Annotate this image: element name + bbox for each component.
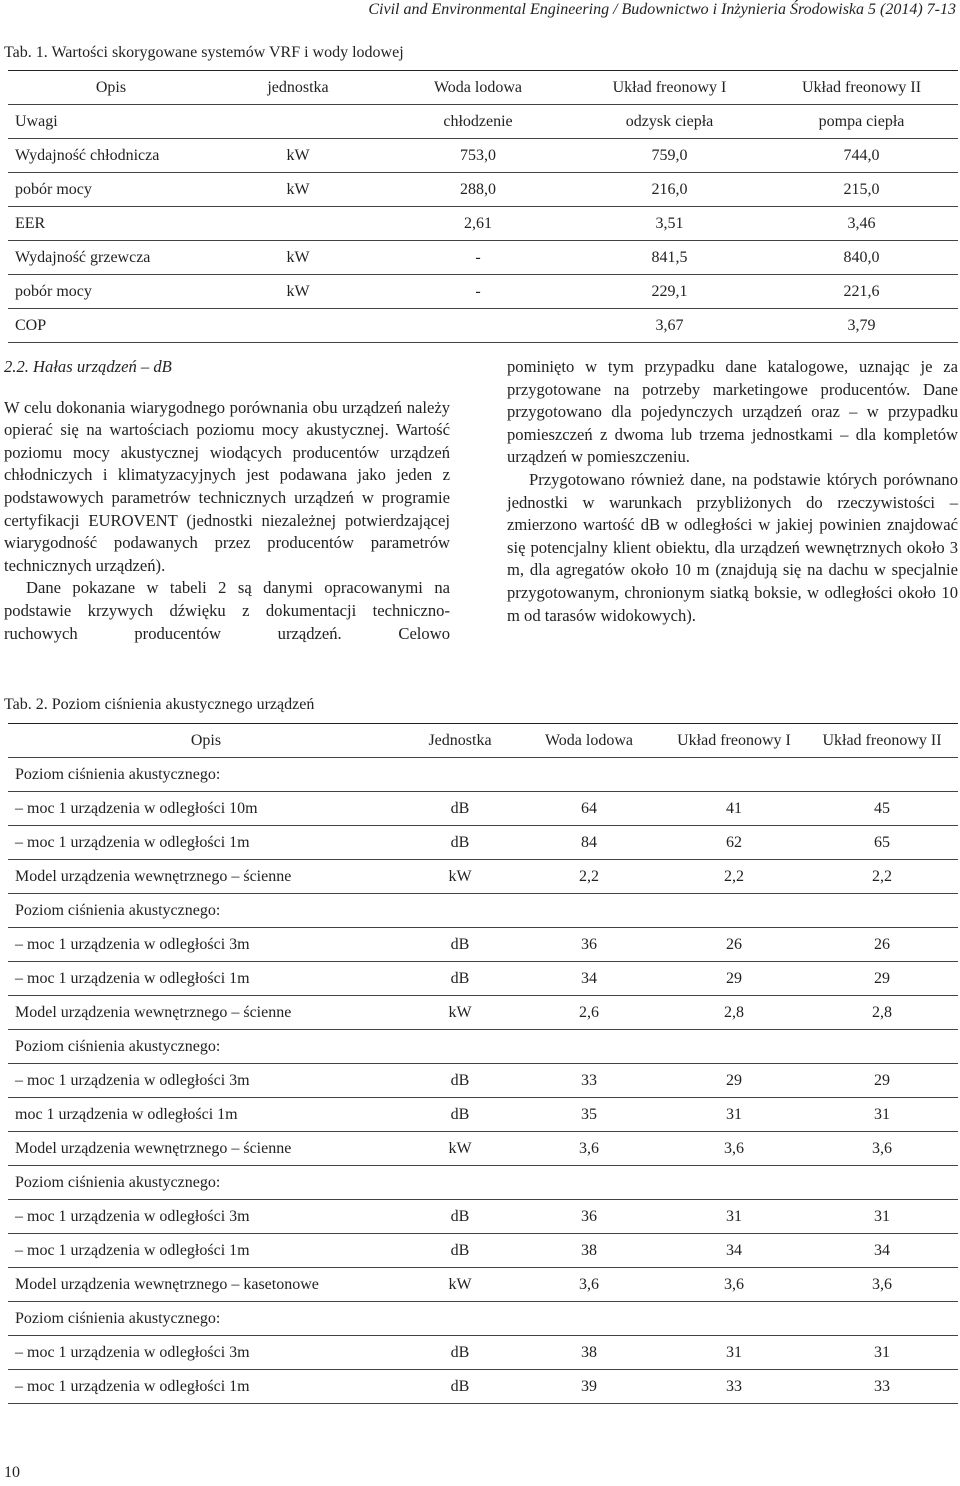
table-row bbox=[8, 1098, 958, 1132]
table-cell bbox=[516, 758, 662, 792]
table-row bbox=[8, 105, 958, 139]
table-cell bbox=[806, 1166, 958, 1200]
paragraph: W celu dokonania wiarygodnego porównania obu urządzeń należy opierać się na wartościach poziomu mocy akustycznej. Wartość poziomu mocy akustycznej wiodących producentów urządzeń chłodniczych i klimatyzacyjnych jest podawana jako jeden z podstawowych parametrów technicznych urządzeń w programie certyfikacji EUROVENT (jednostki niezależnej potwierdzającej wiarygodność podawanych przez producentów parametrów technicznych urządzeń). bbox=[4, 397, 450, 575]
row-label: pobór mocy bbox=[8, 173, 214, 207]
row-label: COP bbox=[8, 309, 214, 343]
table-cell: 288,0 bbox=[382, 173, 574, 207]
table1-header-uklad-freonowy-i: Układ freonowy I bbox=[574, 71, 765, 105]
table-cell: 84 bbox=[516, 826, 662, 860]
table-cell: 3,6 bbox=[662, 1268, 806, 1302]
table-row bbox=[8, 1302, 958, 1336]
table2-header-woda-lodowa: Woda lodowa bbox=[516, 724, 662, 758]
table-cell: 841,5 bbox=[574, 241, 765, 275]
table-row bbox=[8, 792, 958, 826]
table-cell bbox=[516, 1166, 662, 1200]
table-row bbox=[8, 1268, 958, 1302]
table-row bbox=[8, 996, 958, 1030]
table-cell: 36 bbox=[516, 928, 662, 962]
table-cell: 64 bbox=[516, 792, 662, 826]
table-cell bbox=[806, 758, 958, 792]
table-cell: dB bbox=[404, 1336, 516, 1370]
row-label: – moc 1 urządzenia w odległości 10m bbox=[8, 792, 404, 826]
row-label: Uwagi bbox=[8, 105, 214, 139]
table-cell: 31 bbox=[662, 1200, 806, 1234]
table-cell: chłodzenie bbox=[382, 105, 574, 139]
table-cell: 29 bbox=[806, 962, 958, 996]
table-row bbox=[8, 1166, 958, 1200]
table-cell: 62 bbox=[662, 826, 806, 860]
table-cell: 34 bbox=[516, 962, 662, 996]
table-cell: dB bbox=[404, 1098, 516, 1132]
right-column bbox=[507, 356, 958, 627]
table-cell bbox=[404, 1302, 516, 1336]
table-cell bbox=[516, 1302, 662, 1336]
table1-caption: Tab. 1. Wartości skorygowane systemów VRF i wody lodowej bbox=[4, 44, 404, 61]
table-cell bbox=[662, 1166, 806, 1200]
row-label: Model urządzenia wewnętrznego – ścienne bbox=[8, 860, 404, 894]
table-cell: 31 bbox=[806, 1200, 958, 1234]
table-cell: 26 bbox=[662, 928, 806, 962]
table-row bbox=[8, 1200, 958, 1234]
row-label: – moc 1 urządzenia w odległości 1m bbox=[8, 962, 404, 996]
table-cell: 29 bbox=[662, 1064, 806, 1098]
row-label: Model urządzenia wewnętrznego – ścienne bbox=[8, 996, 404, 1030]
table-cell: 3,79 bbox=[765, 309, 958, 343]
table-cell bbox=[806, 1030, 958, 1064]
table-cell: dB bbox=[404, 1370, 516, 1404]
table-cell: 3,51 bbox=[574, 207, 765, 241]
table-cell bbox=[662, 1030, 806, 1064]
table-cell bbox=[662, 758, 806, 792]
table-cell bbox=[404, 894, 516, 928]
table-cell bbox=[404, 758, 516, 792]
table-cell: 38 bbox=[516, 1234, 662, 1268]
row-label: – moc 1 urządzenia w odległości 3m bbox=[8, 1336, 404, 1370]
table-cell: kW bbox=[404, 1268, 516, 1302]
table-cell bbox=[404, 1030, 516, 1064]
table-cell: 36 bbox=[516, 1200, 662, 1234]
table-row bbox=[8, 826, 958, 860]
running-header: Civil and Environmental Engineering / Budownictwo i Inżynieria Środowiska 5 (2014) 7-13 bbox=[368, 1, 956, 18]
row-label: pobór mocy bbox=[8, 275, 214, 309]
table-cell: 41 bbox=[662, 792, 806, 826]
table-cell: 29 bbox=[806, 1064, 958, 1098]
row-label: – moc 1 urządzenia w odległości 1m bbox=[8, 1234, 404, 1268]
table-cell: dB bbox=[404, 826, 516, 860]
row-label: – moc 1 urządzenia w odległości 3m bbox=[8, 928, 404, 962]
table-cell: 3,6 bbox=[662, 1132, 806, 1166]
table-cell: kW bbox=[214, 241, 382, 275]
table-row bbox=[8, 1336, 958, 1370]
table-cell bbox=[214, 309, 382, 343]
table-row bbox=[8, 139, 958, 173]
table-row bbox=[8, 860, 958, 894]
table-cell: 2,2 bbox=[662, 860, 806, 894]
table-cell: 215,0 bbox=[765, 173, 958, 207]
table-cell bbox=[516, 894, 662, 928]
table-cell: 2,2 bbox=[516, 860, 662, 894]
table2-caption: Tab. 2. Poziom ciśnienia akustycznego urządzeń bbox=[4, 696, 315, 713]
row-label: moc 1 urządzenia w odległości 1m bbox=[8, 1098, 404, 1132]
table-cell: 35 bbox=[516, 1098, 662, 1132]
table-cell: - bbox=[382, 241, 574, 275]
table-cell: 840,0 bbox=[765, 241, 958, 275]
table-cell bbox=[516, 1030, 662, 1064]
row-label: Model urządzenia wewnętrznego – ścienne bbox=[8, 1132, 404, 1166]
left-column bbox=[4, 356, 450, 645]
table-row bbox=[8, 928, 958, 962]
table-cell: 3,67 bbox=[574, 309, 765, 343]
table-cell: kW bbox=[404, 996, 516, 1030]
table-cell: odzysk ciepła bbox=[574, 105, 765, 139]
table-row bbox=[8, 173, 958, 207]
row-label: Poziom ciśnienia akustycznego: bbox=[8, 1302, 404, 1336]
table-cell: 39 bbox=[516, 1370, 662, 1404]
table1-header-opis: Opis bbox=[8, 71, 214, 105]
table-cell: - bbox=[382, 275, 574, 309]
table-cell: dB bbox=[404, 928, 516, 962]
table-cell: 216,0 bbox=[574, 173, 765, 207]
table2-header-uklad-freonowy-ii: Układ freonowy II bbox=[806, 724, 958, 758]
table-cell: 34 bbox=[806, 1234, 958, 1268]
table2 bbox=[8, 723, 958, 1404]
table-cell: 29 bbox=[662, 962, 806, 996]
table-cell bbox=[214, 207, 382, 241]
row-label: – moc 1 urządzenia w odległości 3m bbox=[8, 1200, 404, 1234]
table-cell: 753,0 bbox=[382, 139, 574, 173]
table-cell: kW bbox=[214, 275, 382, 309]
table-cell: dB bbox=[404, 1234, 516, 1268]
table-row bbox=[8, 275, 958, 309]
table-cell: 744,0 bbox=[765, 139, 958, 173]
table-cell: 2,6 bbox=[516, 996, 662, 1030]
section-title: 2.2. Hałas urządzeń – dB bbox=[4, 357, 172, 376]
table-cell bbox=[662, 1302, 806, 1336]
table-cell bbox=[806, 1302, 958, 1336]
row-label: Poziom ciśnienia akustycznego: bbox=[8, 894, 404, 928]
table-cell: 26 bbox=[806, 928, 958, 962]
table-cell: kW bbox=[404, 860, 516, 894]
table-row bbox=[8, 207, 958, 241]
table-cell: 2,2 bbox=[806, 860, 958, 894]
table-cell: 45 bbox=[806, 792, 958, 826]
table-row bbox=[8, 1132, 958, 1166]
table1 bbox=[8, 70, 958, 343]
row-label: EER bbox=[8, 207, 214, 241]
table-cell: kW bbox=[214, 173, 382, 207]
table-cell: 3,6 bbox=[516, 1268, 662, 1302]
row-label: Poziom ciśnienia akustycznego: bbox=[8, 758, 404, 792]
table-row bbox=[8, 309, 958, 343]
row-label: Wydajność grzewcza bbox=[8, 241, 214, 275]
table-cell: 33 bbox=[662, 1370, 806, 1404]
table-cell: 759,0 bbox=[574, 139, 765, 173]
table-cell: 2,8 bbox=[662, 996, 806, 1030]
page-number: 10 bbox=[4, 1464, 20, 1481]
table-cell: 3,6 bbox=[806, 1132, 958, 1166]
table-cell: 33 bbox=[516, 1064, 662, 1098]
paragraph: Przygotowano również dane, na podstawie których porównano jednostki w warunkach przybliżonych do rzeczywistości – zmierzono wartość dB w odległości w jakiej powinien znajdować się potencjalny klient obiektu, dla urządzeń wewnętrznych około 3 m, dla agregatów około 10 m (znajdują się na dachu w specjalnie przygotowanym, chronionym siatką boksie, w odległości około 10 m od tarasów widokowych). bbox=[507, 469, 958, 625]
row-label: Poziom ciśnienia akustycznego: bbox=[8, 1030, 404, 1064]
table-row bbox=[8, 1234, 958, 1268]
table-cell bbox=[806, 894, 958, 928]
table-row bbox=[8, 1370, 958, 1404]
row-label: Model urządzenia wewnętrznego – kasetonowe bbox=[8, 1268, 404, 1302]
table-cell: 31 bbox=[662, 1098, 806, 1132]
paragraph: Dane pokazane w tabeli 2 są danymi opracowanymi na podstawie krzywych dźwięku z dokumentacji techniczno-ruchowych producentów urządzeń. Celowo bbox=[4, 578, 450, 643]
paragraph: pominięto w tym przypadku dane katalogowe, uznając je za przygotowane na potrzeby marketingowe producentów. Dane przygotowano dla pojedynczych urządzeń oraz – w przypadku pomieszczeń z dwoma lub trzema jednostkami – dla kompletów urządzeń w pomieszczeniu. bbox=[507, 357, 958, 467]
table-cell: kW bbox=[404, 1132, 516, 1166]
table1-header-jednostka: jednostka bbox=[214, 71, 382, 105]
table-row bbox=[8, 1064, 958, 1098]
table-cell: 2,8 bbox=[806, 996, 958, 1030]
table-cell bbox=[404, 1166, 516, 1200]
table-cell: dB bbox=[404, 792, 516, 826]
table-cell: 31 bbox=[806, 1098, 958, 1132]
table-cell: 221,6 bbox=[765, 275, 958, 309]
table-cell: 31 bbox=[806, 1336, 958, 1370]
table2-header-opis: Opis bbox=[8, 724, 404, 758]
table-cell: 31 bbox=[662, 1336, 806, 1370]
table-row bbox=[8, 894, 958, 928]
row-label: – moc 1 urządzenia w odległości 3m bbox=[8, 1064, 404, 1098]
table-row bbox=[8, 1030, 958, 1064]
table1-header-uklad-freonowy-ii: Układ freonowy II bbox=[765, 71, 958, 105]
table-cell: 33 bbox=[806, 1370, 958, 1404]
table-cell bbox=[382, 309, 574, 343]
table-cell: 229,1 bbox=[574, 275, 765, 309]
table-row bbox=[8, 758, 958, 792]
table-cell: dB bbox=[404, 1200, 516, 1234]
table-cell bbox=[662, 894, 806, 928]
table-cell: kW bbox=[214, 139, 382, 173]
table-cell: 3,46 bbox=[765, 207, 958, 241]
table2-header-jednostka: Jednostka bbox=[404, 724, 516, 758]
table-cell: 38 bbox=[516, 1336, 662, 1370]
table-cell: 3,6 bbox=[516, 1132, 662, 1166]
row-label: – moc 1 urządzenia w odległości 1m bbox=[8, 826, 404, 860]
table-cell: 34 bbox=[662, 1234, 806, 1268]
table-cell bbox=[214, 105, 382, 139]
row-label: Wydajność chłodnicza bbox=[8, 139, 214, 173]
table-cell: 65 bbox=[806, 826, 958, 860]
table-cell: 2,61 bbox=[382, 207, 574, 241]
table2-header-uklad-freonowy-i: Układ freonowy I bbox=[662, 724, 806, 758]
table1-header-woda-lodowa: Woda lodowa bbox=[382, 71, 574, 105]
table-row bbox=[8, 962, 958, 996]
row-label: Poziom ciśnienia akustycznego: bbox=[8, 1166, 404, 1200]
table-cell: pompa ciepła bbox=[765, 105, 958, 139]
table-cell: dB bbox=[404, 962, 516, 996]
table-cell: dB bbox=[404, 1064, 516, 1098]
table-cell: 3,6 bbox=[806, 1268, 958, 1302]
row-label: – moc 1 urządzenia w odległości 1m bbox=[8, 1370, 404, 1404]
table-row bbox=[8, 241, 958, 275]
